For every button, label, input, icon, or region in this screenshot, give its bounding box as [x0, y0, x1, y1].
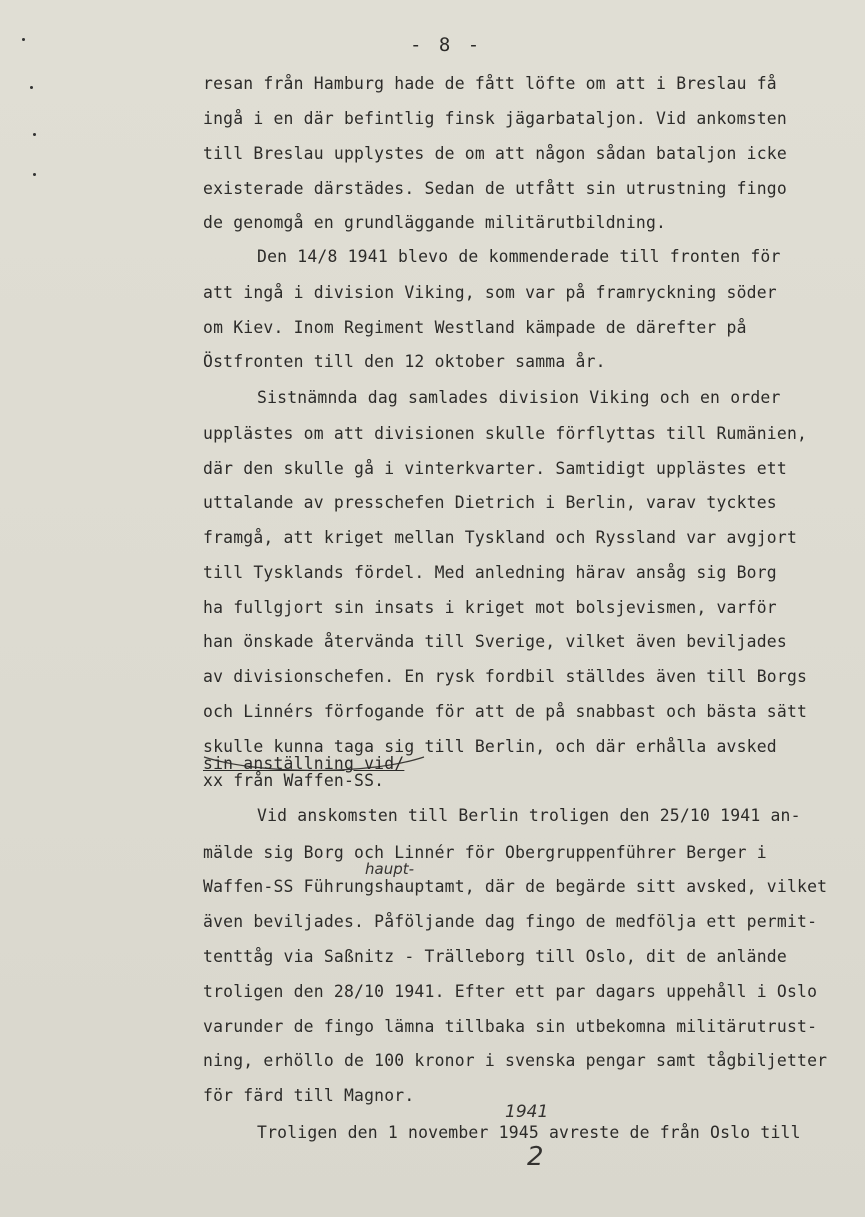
text-line: Sistnämnda dag samlades division Viking och en order [257, 388, 781, 407]
text-line: Waffen-SS Führungshauptamt, där de begärde sitt avsked, vilket [203, 877, 828, 896]
text-line: Östfronten till den 12 oktober samma år. [203, 352, 606, 371]
text-line: uttalande av presschefen Dietrich i Berlin, varav tycktes [203, 493, 777, 512]
text-line: av divisionschefen. En rysk fordbil ställdes även till Borgs [203, 667, 808, 686]
text-line: de genomgå en grundläggande militärutbildning. [203, 213, 667, 232]
margin-mark [33, 133, 36, 136]
inserted-text-line: sin anställning vid/ [203, 754, 405, 773]
text-line: att ingå i division Viking, som var på framryckning söder [203, 283, 777, 302]
text-line: och Linnérs förfogande för att de på snabbast och bästa sätt [203, 702, 808, 721]
text-line: där den skulle gå i vinterkvarter. Samtidigt upplästes ett [203, 459, 787, 478]
text-line: även beviljades. Påföljande dag fingo de medfölja ett permit- [203, 912, 818, 931]
text-line: skulle kunna taga sig till Berlin, och där erhålla avsked [203, 737, 777, 756]
text-line: ingå i en där befintlig finsk jägarbataljon. Vid ankomsten [203, 109, 787, 128]
text-line: troligen den 28/10 1941. Efter ett par dagars uppehåll i Oslo [203, 982, 818, 1001]
text-line: han önskade återvända till Sverige, vilket även beviljades [203, 632, 787, 651]
text-line: mälde sig Borg och Linnér för Obergruppenführer Berger i [203, 843, 767, 862]
margin-mark [30, 86, 33, 89]
text-line: till Breslau upplystes de om att någon sådan bataljon icke [203, 144, 787, 163]
text-line: resan från Hamburg hade de fått löfte om att i Breslau få [203, 74, 777, 93]
text-line: existerade därstädes. Sedan de utfått sin utrustning fingo [203, 179, 787, 198]
page-number: - 8 - [410, 34, 483, 56]
text-line: xx från Waffen-SS. [203, 771, 385, 790]
text-line: framgå, att kriget mellan Tyskland och Ryssland var avgjort [203, 528, 798, 547]
text-line: till Tysklands fördel. Med anledning härav ansåg sig Borg [203, 563, 777, 582]
text-line: tenttåg via Saßnitz - Trälleborg till Oslo, dit de anlände [203, 947, 787, 966]
text-line: varunder de fingo lämna tillbaka sin utbekomna militärutrust- [203, 1017, 818, 1036]
text-line: ning, erhöllo de 100 kronor i svenska pengar samt tågbiljetter [203, 1051, 828, 1070]
text-line: för färd till Magnor. [203, 1086, 415, 1105]
text-line: Vid anskomsten till Berlin troligen den 25/10 1941 an- [257, 806, 801, 825]
text-line: ha fullgjort sin insats i kriget mot bolsjevismen, varför [203, 598, 777, 617]
text-line: upplästes om att divisionen skulle förflyttas till Rumänien, [203, 424, 808, 443]
text-line: om Kiev. Inom Regiment Westland kämpade de därefter på [203, 318, 747, 337]
handwritten-digit: 2 [527, 1142, 544, 1172]
text-line: Troligen den 1 november 1945 avreste de från Oslo till [257, 1123, 801, 1142]
text-line: Den 14/8 1941 blevo de kommenderade till fronten för [257, 247, 781, 266]
margin-mark [33, 173, 36, 176]
handwritten-year: 1941 [505, 1102, 549, 1122]
handwritten-insertion: haupt- [365, 860, 415, 878]
margin-mark [22, 38, 25, 41]
